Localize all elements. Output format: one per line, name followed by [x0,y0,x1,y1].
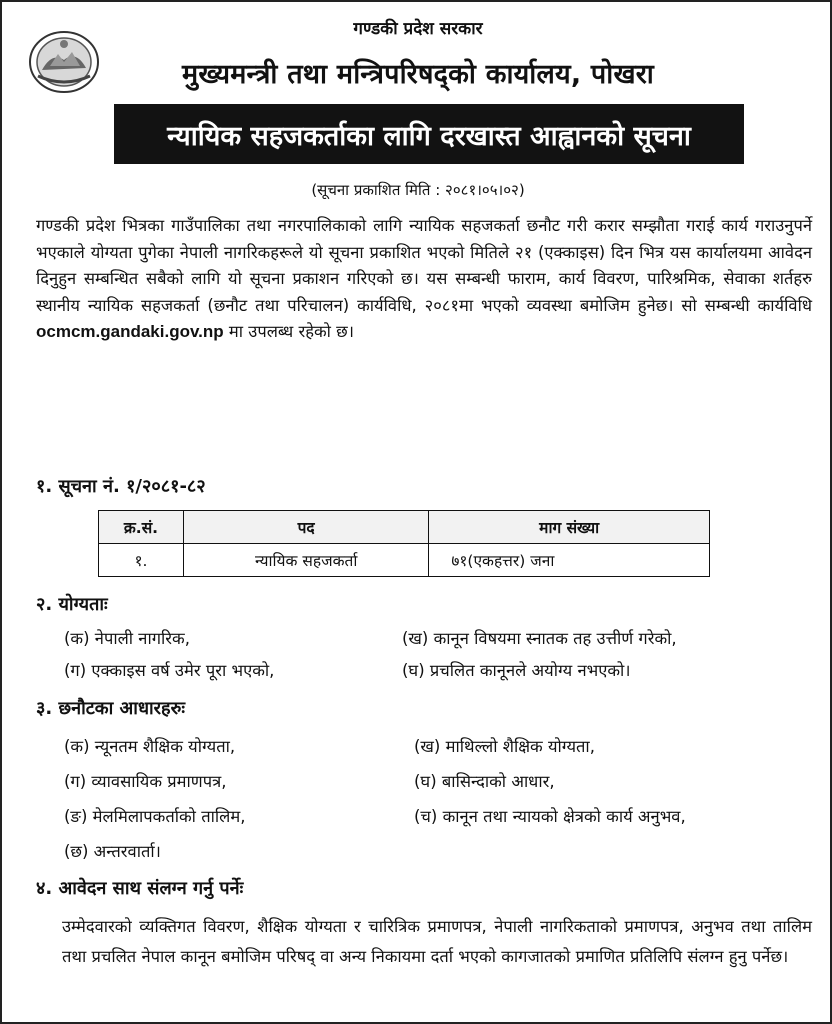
notice-title: न्यायिक सहजकर्ताका लागि दरखास्त आह्वानको सूचना [167,120,691,152]
intro-text-end: मा उपलब्ध रहेको छ। [228,322,355,342]
column-header: माग संख्या [429,511,710,544]
list-item: (च) कानून तथा न्यायको क्षेत्रको कार्य अनुभव, [414,807,686,826]
office-name: मुख्यमन्त्री तथा मन्त्रिपरिषद्को कार्यालय, पोखरा [182,59,654,90]
government-name: गण्डकी प्रदेश सरकार [353,19,483,39]
list-item: (क) न्यूनतम शैक्षिक योग्यता, [64,737,236,756]
list-item: (ग) एक्काइस वर्ष उमेर पूरा भएको, [64,661,275,680]
list-item: (क) नेपाली नागरिक, [64,629,190,648]
list-item: (घ) बासिन्दाको आधार, [414,772,555,791]
column-header: क्र.सं. [99,511,184,544]
list-item: (ङ) मेलमिलापकर्ताको तालिम, [64,807,246,826]
table-cell: न्यायिक सहजकर्ता [184,544,429,577]
list-item: (ख) माथिल्लो शैक्षिक योग्यता, [414,737,595,756]
intro-paragraph [36,213,812,346]
column-header: पद [184,511,429,544]
list-item: (छ) अन्तरवार्ता। [64,842,161,861]
posts-table [98,510,710,577]
list-item: (ग) व्यावसायिक प्रमाणपत्र, [64,772,227,791]
section-3-heading: ३. छनौटका आधारहरुः [36,698,186,719]
table-cell: ७१(एकहत्तर) जना [429,544,710,577]
section-2-heading: २. योग्यताः [36,594,108,615]
intro-text: गण्डकी प्रदेश भित्रका गाउँपालिका तथा नगरपालिकाको लागि न्यायिक सहजकर्ता छनौट गरी करार सम्झौता गराई कार्य गराउनुपर्ने भएकाले योग्यता पुगेका नेपाली नागरिकहरूले यो सूचना प्रकाशित भएको मितिले २१ (एक्काइस) दिन भित्र यस कार्यालयमा आवेदन दिनुहुन सम्बन्धित सबैको लागि यो सूचना प्रकाशन गरिएको छ। यस सम्बन्धी फाराम, कार्य विवरण, पारिश्रमिक, सेवाका शर्तहरु स्थानीय न्यायिक सहजकर्ता (छनौट तथा परिचालन) कार्यविधि, २०८१मा भएको व्यवस्था बमोजिम हुनेछ। सो सम्बन्धी कार्यविधि [36,216,812,315]
published-date: (सूचना प्रकाशित मिति : २०८१।०५।०२) [311,181,525,199]
table-header-row [99,511,710,544]
section-1-heading: १. सूचना नं. १/२०८१-८२ [36,476,206,497]
attachments-paragraph: उम्मेदवारको व्यक्तिगत विवरण, शैक्षिक योग्यता र चारित्रिक प्रमाणपत्र, नेपाली नागरिकताको प्रमाणपत्र, अनुभव तथा तालिम तथा प्रचलित नेपाल कानून बमोजिम परिषद् वा अन्य निकायमा दर्ता भएको कागजातको प्रमाणित प्रतिलिपि संलग्न हुनु पर्नेछ। [62,917,812,966]
website-link[interactable]: ocmcm.gandaki.gov.np [36,322,224,342]
section-4-heading: ४. आवेदन साथ संलग्न गर्नु पर्नेः [36,878,244,899]
list-item: (घ) प्रचलित कानूनले अयोग्य नभएको। [402,661,631,680]
table-cell: १. [99,544,184,577]
table-row [99,544,710,577]
notice-title-banner [114,104,744,164]
list-item: (ख) कानून विषयमा स्नातक तह उत्तीर्ण गरेको, [402,629,677,648]
